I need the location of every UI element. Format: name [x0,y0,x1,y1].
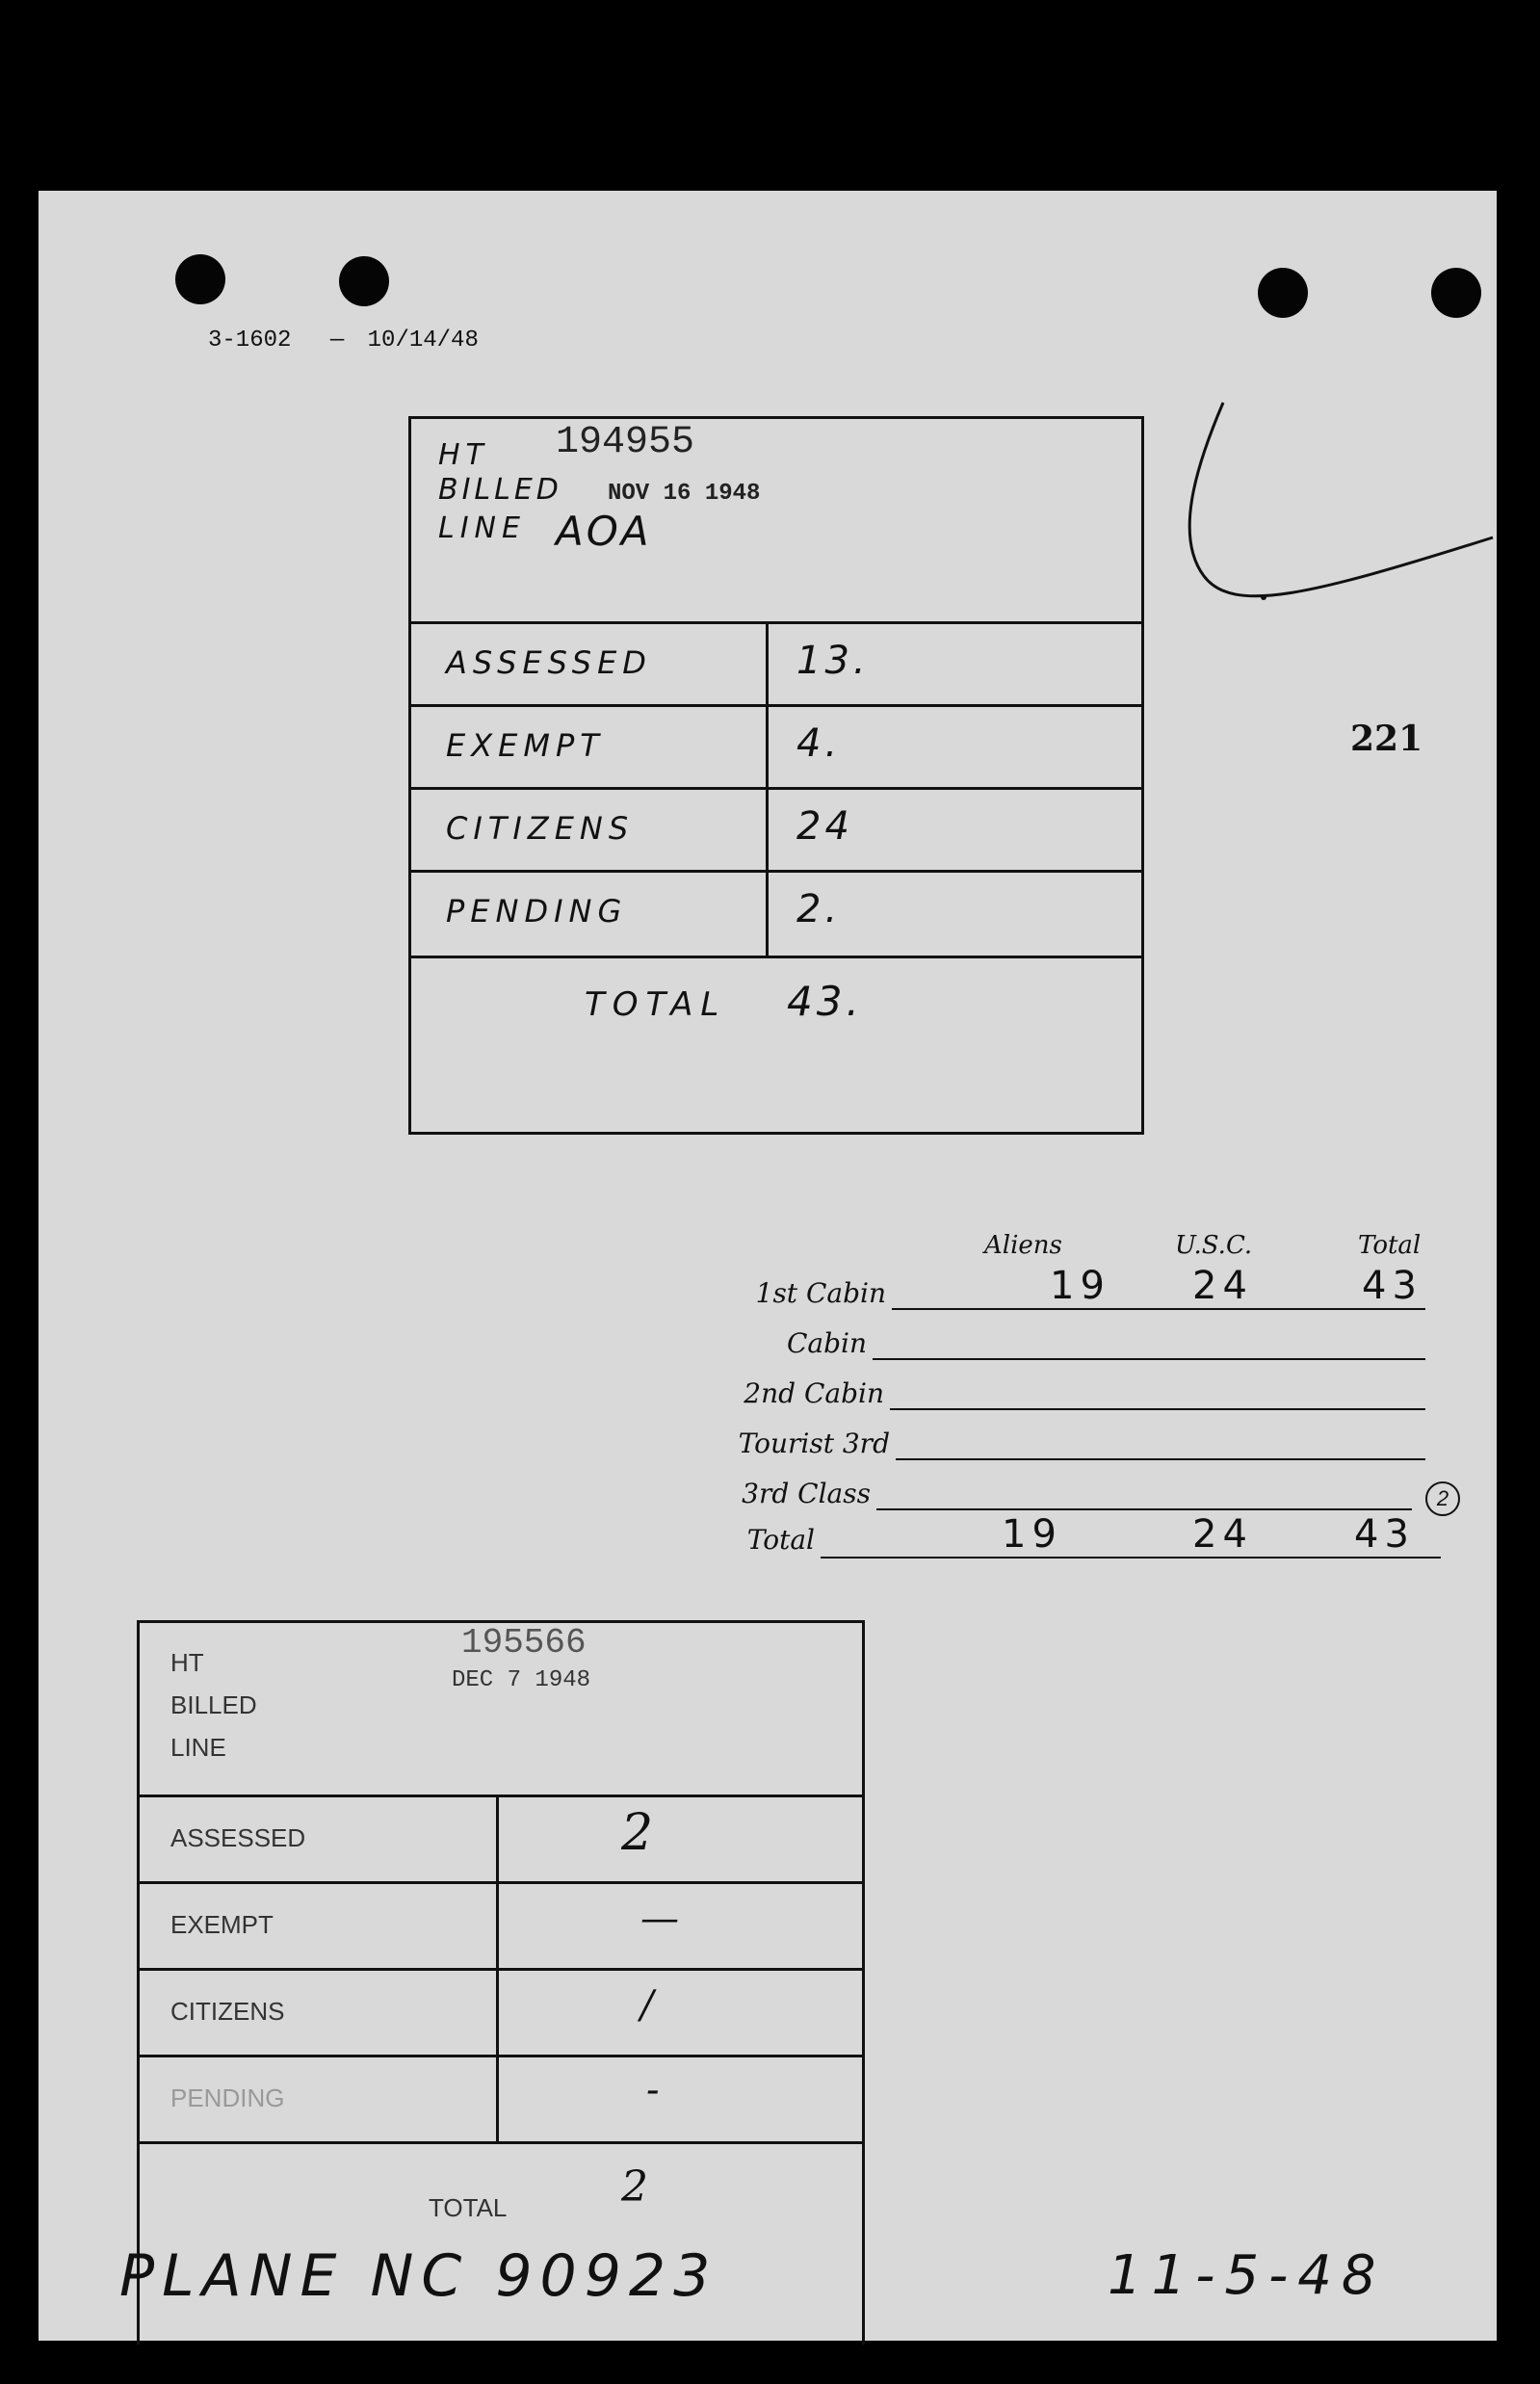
ht-label: HT [170,1648,204,1677]
row-label: CITIZENS [170,1997,285,2026]
column-divider [496,1795,499,2141]
form-row [140,1881,862,1971]
cabin-row-line [890,1408,1425,1410]
header-date: 10/14/48 [367,327,479,354]
header-dash: — [329,327,345,354]
col-header-aliens: Aliens [984,1231,1062,1260]
form-header [140,1623,862,1797]
head-tax-form-2 [137,1620,865,2345]
billed-label: BILLED [170,1690,257,1719]
cabin-row-label: 3rd Class [742,1478,871,1509]
cabin-usc: 24 [1192,1264,1253,1308]
form-header [411,419,1141,624]
head-tax-form-1 [408,416,1144,1135]
row-value: - [646,2068,660,2112]
line-label: LINE [438,511,526,545]
file-ref: 3-1602 [208,327,292,354]
row-label: CITIZENS [446,810,635,847]
punch-hole [1431,268,1481,318]
form-row [140,1795,862,1884]
total-value: 2 [621,2162,648,2212]
cabin-row-label: Cabin [786,1327,867,1359]
row-value: 2. [796,887,842,931]
row-value: / [640,1983,654,2028]
file-header [208,327,479,354]
total-label: TOTAL [429,2193,508,2222]
row-label: EXEMPT [446,727,605,764]
billed-label: BILLED [438,473,562,507]
col-header-total: Total [1358,1231,1422,1260]
billed-date: DEC 7 1948 [452,1667,591,1693]
row-value: 2 [621,1804,654,1862]
ht-number: 194955 [556,421,695,464]
plane-note: PLANE NC 90923 [119,2242,718,2310]
col-header-usc: U.S.C. [1175,1231,1253,1260]
row-value: — [640,1897,679,1941]
line-label: LINE [170,1733,226,1762]
row-value: 24 [796,804,853,849]
cabin-total: 43 [1354,1512,1415,1557]
row-value: 4. [796,721,842,766]
row-label: EXEMPT [170,1910,274,1939]
date-note: 11-5-48 [1108,2244,1386,2307]
cabin-aliens: 19 [1050,1264,1110,1308]
cabin-row-line [876,1508,1412,1510]
total-label: TOTAL [585,985,727,1024]
cabin-row-label: Total [746,1524,815,1556]
cabin-total: 43 [1362,1264,1423,1308]
row-label: ASSESSED [446,644,652,681]
row-value: 13. [796,639,870,683]
form-row [411,704,1141,790]
line-value: AOA [556,508,652,555]
column-divider [766,621,769,958]
circled-mark: 2 [1425,1481,1460,1516]
row-label: ASSESSED [170,1823,306,1852]
ht-label: HT [438,438,489,472]
form-row [140,2055,862,2144]
cabin-row-line [821,1557,1441,1559]
cabin-row-label: 1st Cabin [755,1277,886,1309]
cabin-aliens: 19 [1002,1512,1062,1557]
cabin-row-line [896,1458,1425,1460]
row-label: PENDING [170,2083,285,2112]
form-row [411,787,1141,873]
cabin-row-line [892,1308,1425,1310]
form-row [140,1968,862,2057]
cabin-row-line [873,1358,1425,1360]
form-row [411,621,1141,707]
punch-hole [339,256,389,306]
document-page [39,191,1497,2341]
punch-hole [175,254,225,304]
page-number: 221 [1350,719,1423,759]
cabin-row-label: 2nd Cabin [744,1377,884,1409]
check-mark-icon [1175,393,1502,634]
form-row [411,870,1141,958]
punch-hole [1258,268,1308,318]
total-value: 43. [787,978,863,1025]
billed-date: NOV 16 1948 [608,481,761,507]
cabin-usc: 24 [1192,1512,1253,1557]
row-label: PENDING [446,893,628,930]
cabin-row-label: Tourist 3rd [738,1428,890,1459]
ht-number: 195566 [461,1623,587,1663]
